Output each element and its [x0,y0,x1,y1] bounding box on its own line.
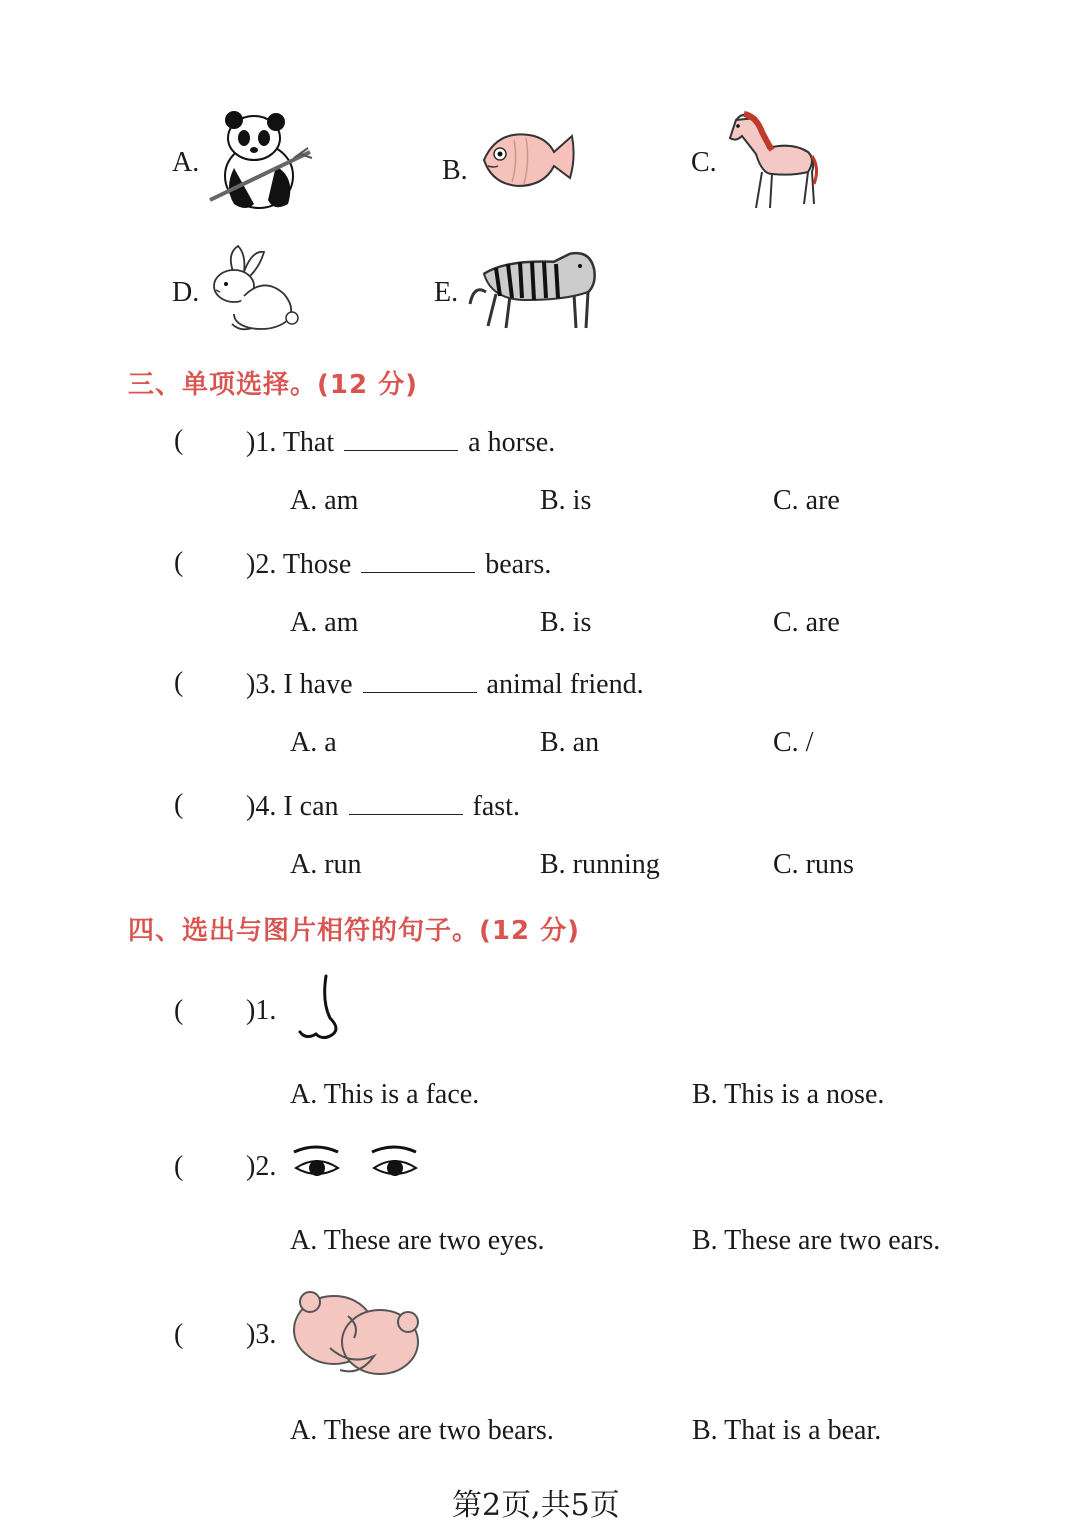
question-number: )2. [246,1151,277,1182]
option-b: B. These are two ears. [692,1225,941,1256]
question-stem [246,546,551,582]
page-footer: 第2页,共5页 [452,1488,620,1523]
rabbit-icon [204,244,300,334]
stem-after: fast. [472,791,520,822]
option-a: A. run [290,849,362,880]
stem-before: )1. That [246,427,335,458]
answer-paren[interactable]: ( [174,1151,184,1182]
option-a: A. am [290,485,359,516]
answer-paren[interactable]: ( [174,425,184,456]
option-c: C. are [773,485,840,516]
option-b: B. is [540,607,592,638]
option-b: B. an [540,727,600,758]
question-stem [246,788,520,824]
question-stem [246,424,555,460]
option-a: A. These are two eyes. [290,1225,545,1256]
option-b: B. running [540,849,660,880]
animal-letter-e: E. [434,277,459,308]
option-c: C. runs [773,849,854,880]
answer-paren[interactable]: ( [174,667,184,698]
panda-icon [204,108,319,216]
answer-paren[interactable]: ( [174,1319,184,1350]
bears-icon [290,1286,424,1382]
horse-icon [722,108,822,212]
question-stem [246,666,644,702]
stem-after: animal friend. [486,669,644,700]
question-number: )3. [246,1319,277,1350]
option-b: B. That is a bear. [692,1415,882,1446]
option-c: C. are [773,607,840,638]
tiger-icon [466,244,600,332]
option-a: A. This is a face. [290,1079,480,1110]
question-number: )1. [246,995,277,1026]
answer-blank[interactable] [361,546,475,573]
option-b: B. is [540,485,592,516]
section4-heading: 四、选出与图片相符的句子。(12 分) [128,916,580,946]
fish-icon [478,122,578,194]
stem-before: )4. I can [246,791,339,822]
eyes-icon [290,1144,422,1186]
answer-blank[interactable] [344,424,458,451]
stem-after: a horse. [468,427,556,458]
option-a: A. a [290,727,337,758]
animal-letter-a: A. [172,147,200,178]
answer-paren[interactable]: ( [174,547,184,578]
animal-letter-c: C. [691,147,717,178]
option-c: C. / [773,727,814,758]
option-b: B. This is a nose. [692,1079,885,1110]
answer-paren[interactable]: ( [174,789,184,820]
nose-icon [296,972,346,1044]
option-a: A. am [290,607,359,638]
stem-before: )3. I have [246,669,353,700]
animal-letter-d: D. [172,277,200,308]
answer-blank[interactable] [349,788,463,815]
stem-after: bears. [485,549,552,580]
answer-blank[interactable] [363,666,477,693]
animal-letter-b: B. [442,155,468,186]
stem-before: )2. Those [246,549,352,580]
option-a: A. These are two bears. [290,1415,554,1446]
answer-paren[interactable]: ( [174,995,184,1026]
section3-heading: 三、单项选择。(12 分) [128,370,418,400]
